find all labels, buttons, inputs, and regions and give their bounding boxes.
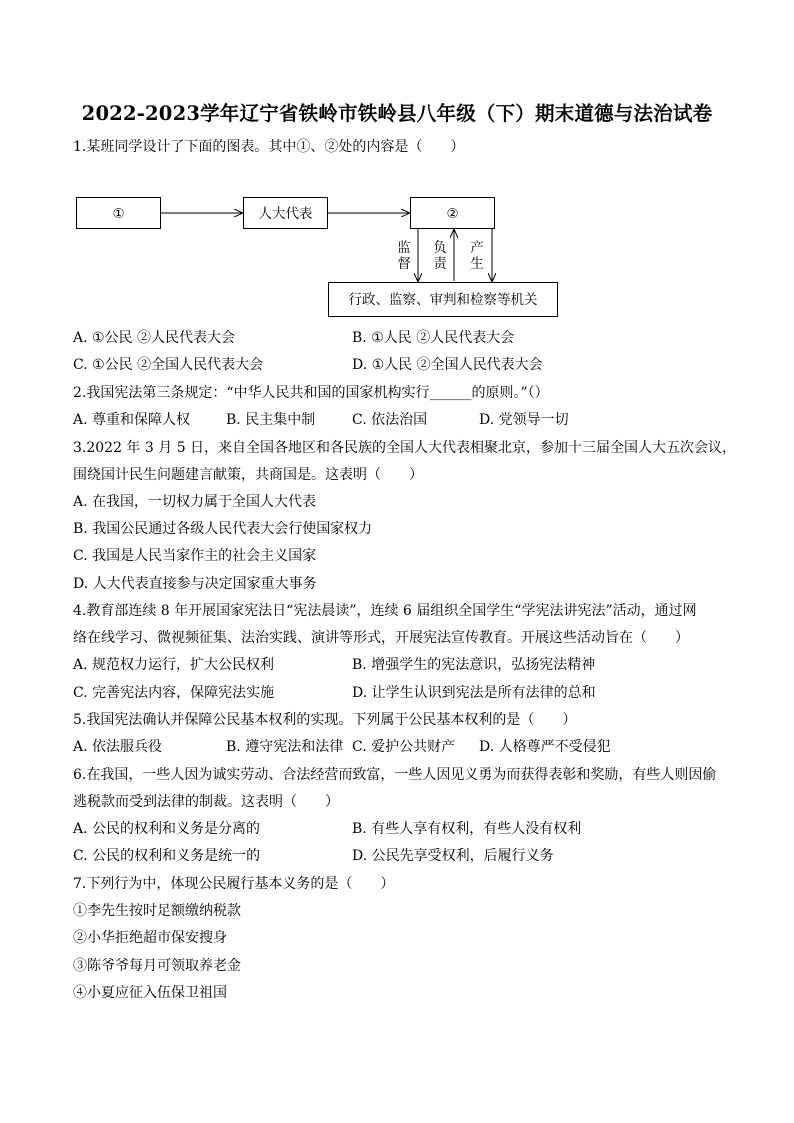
q1-stem: 1.某班同学设计了下面的图表。其中①、②处的内容是（ ） [73, 139, 465, 155]
q2-option-b[interactable]: B. 民主集中制 [226, 412, 316, 428]
q1-option-d[interactable]: D. ①人民 ②全国人民代表大会 [352, 357, 543, 373]
q1-option-a[interactable]: A. ①公民 ②人民代表大会 [73, 330, 236, 346]
label-supervise-2: 督 [397, 256, 411, 272]
q4-option-c[interactable]: C. 完善宪法内容，保障宪法实施 [73, 685, 275, 701]
q2-option-d[interactable]: D. 党领导一切 [479, 412, 569, 428]
label-responsible-2: 责 [433, 256, 447, 272]
label-produce-1: 产 [470, 240, 484, 256]
q4-stem-line1: 4.教育部连续 8 年开展国家宪法日“宪法晨读”，连续 6 届组织全国学生“学宪法讲宪法”活动，通过网 [73, 603, 697, 619]
q7-stem: 7.下列行为中，体现公民履行基本义务的是（ ） [73, 876, 395, 892]
box4-label: 行政、监察、审判和检察等机关 [348, 292, 538, 308]
q7-item-1: ①李先生按时足额缴纳税款 [73, 903, 241, 919]
q3-option-b[interactable]: B. 我国公民通过各级人民代表大会行使国家权力 [73, 521, 373, 537]
q3-stem-line2: 围绕国计民生问题建言献策，共商国是。这表明（ ） [73, 467, 423, 483]
q4-option-d[interactable]: D. 让学生认识到宪法是所有法律的总和 [352, 685, 596, 701]
box2-label: 人大代表 [258, 206, 313, 222]
q1-option-c[interactable]: C. ①公民 ②全国人民代表大会 [73, 357, 264, 373]
q3-option-d[interactable]: D. 人大代表直接参与决定国家重大事务 [73, 576, 317, 592]
q5-option-b[interactable]: B. 遵守宪法和法律 [226, 739, 344, 755]
q2-stem: 2.我国宪法第三条规定：“中华人民共和国的国家机构实行______的原则。”（） [73, 385, 549, 401]
q7-item-2: ②小华拒绝超市保安搜身 [73, 930, 227, 946]
q4-option-b[interactable]: B. 增强学生的宪法意识，弘扬宪法精神 [352, 657, 596, 673]
q2-option-a[interactable]: A. 尊重和保障人权 [73, 412, 191, 428]
q1-option-b[interactable]: B. ①人民 ②人民代表大会 [352, 330, 515, 346]
q3-option-a[interactable]: A. 在我国，一切权力属于全国人大代表 [73, 494, 317, 510]
q7-item-4: ④小夏应征入伍保卫祖国 [73, 985, 227, 1001]
box1-label: ① [112, 206, 125, 222]
q3-option-c[interactable]: C. 我国是人民当家作主的社会主义国家 [73, 548, 317, 564]
page-title: 2022-2023学年辽宁省铁岭市铁岭县八年级（下）期末道德与法治试卷 [81, 102, 713, 125]
q7-item-3: ③陈爷爷每月可领取养老金 [73, 958, 241, 974]
q3-stem-line1: 3.2022 年 3 月 5 日，来自全国各地区和各民族的全国人大代表相聚北京，参加十三届全国人大五次会议， [73, 440, 737, 456]
q6-stem-line1: 6.在我国，一些人因为诚实劳动、合法经营而致富，一些人因见义勇为而获得表彰和奖励，有些人则因偷 [73, 767, 717, 783]
q6-option-b[interactable]: B. 有些人享有权利，有些人没有权利 [352, 821, 582, 837]
q5-option-c[interactable]: C. 爱护公共财产 [352, 739, 456, 755]
q4-stem-line2: 络在线学习、微视频征集、法治实践、演讲等形式，开展宪法宣传教育。开展这些活动旨在（ ） [73, 630, 689, 646]
q5-option-d[interactable]: D. 人格尊严不受侵犯 [479, 739, 611, 755]
q4-option-a[interactable]: A. 规范权力运行，扩大公民权利 [73, 657, 275, 673]
label-supervise-1: 监 [397, 240, 411, 256]
q6-option-a[interactable]: A. 公民的权利和义务是分离的 [73, 821, 261, 837]
box3-label: ② [446, 206, 459, 222]
q5-stem: 5.我国宪法确认并保障公民基本权利的实现。下列属于公民基本权利的是（ ） [73, 712, 577, 728]
label-produce-2: 生 [470, 256, 484, 272]
label-responsible-1: 负 [433, 240, 447, 256]
q2-option-c[interactable]: C. 依法治国 [352, 412, 428, 428]
q6-option-c[interactable]: C. 公民的权利和义务是统一的 [73, 848, 261, 864]
q6-option-d[interactable]: D. 公民先享受权利，后履行义务 [352, 848, 554, 864]
q5-option-a[interactable]: A. 依法服兵役 [73, 739, 163, 755]
q6-stem-line2: 逃税款而受到法律的制裁。这表明（ ） [73, 794, 339, 810]
